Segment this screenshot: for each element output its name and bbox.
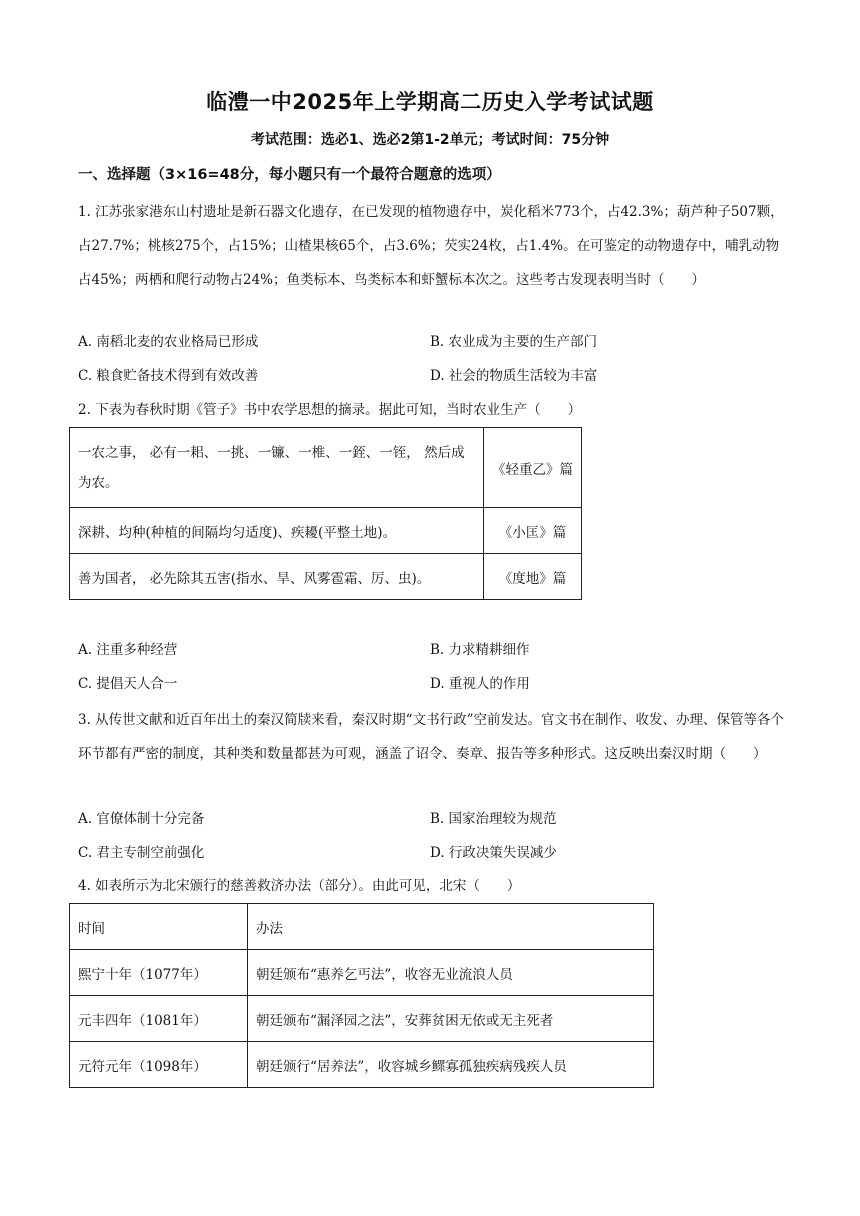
question-2-table — [69, 427, 582, 600]
table-cell-time: 元符元年（1098年） — [70, 1042, 248, 1088]
table-cell-source: 《轻重乙》篇 — [484, 428, 582, 508]
question-2-option-b: B. 力求精耕细作 — [430, 642, 530, 658]
question-1-stem: 1. 江苏张家港东山村遗址是新石器文化遗存，在已发现的植物遗存中，炭化稻米773个，占42.3%；葫芦种子507颗，占27.7%；桃核275个，占15%；山楂果核65个，占3.6%；芡实24枚，占1.4%。在可鉴定的动物遗存中，哺乳动物占45%；两栖和爬行动物占24%；鱼类标本、鸟类标本和虾蟹标本次之。这些考古发现表明当时（ ） — [78, 204, 784, 288]
table-row — [70, 508, 582, 554]
table-row — [70, 428, 582, 508]
question-3-option-d: D. 行政决策失误减少 — [430, 845, 557, 861]
question-1-option-c: C. 粮食贮备技术得到有效改善 — [78, 368, 259, 384]
table-cell-text: 深耕、均种(种植的间隔均匀适度)、疾耰(平整土地)。 — [70, 508, 484, 554]
exam-title: 临澧一中2025年上学期高二历史入学考试试题 — [206, 90, 654, 114]
table-header-method: 办法 — [248, 904, 654, 950]
table-row — [70, 950, 654, 996]
table-cell-source: 《小匡》篇 — [484, 508, 582, 554]
question-3-option-b: B. 国家治理较为规范 — [430, 811, 557, 827]
exam-subtitle: 考试范围：选必1、选必2第1-2单元；考试时间：75分钟 — [250, 132, 610, 148]
table-row — [70, 1042, 654, 1088]
question-1-option-b: B. 农业成为主要的生产部门 — [430, 334, 598, 350]
question-4-table — [69, 903, 654, 1088]
table-header-time: 时间 — [70, 904, 248, 950]
table-cell-method: 朝廷颁布“漏泽园之法”，安葬贫困无依或无主死者 — [248, 996, 654, 1042]
question-2-option-a: A. 注重多种经营 — [78, 642, 178, 658]
question-3-stem: 3. 从传世文献和近百年出土的秦汉简牍来看，秦汉时期“文书行政”空前发达。官文书在制作、收发、办理、保管等各个环节都有严密的制度，其种类和数量都甚为可观，涵盖了诏令、奏章、报告等多种形式。这反映出秦汉时期（ ） — [78, 712, 784, 762]
table-cell-source: 《度地》篇 — [484, 554, 582, 600]
table-row — [70, 554, 582, 600]
table-cell-text: 一农之事， 必有一耜、一挑、一镰、一椎、一銍、一铚， 然后成为农。 — [70, 428, 484, 508]
table-cell-method: 朝廷颁行“居养法”，收容城乡鳏寡孤独疾病残疾人员 — [248, 1042, 654, 1088]
table-row — [70, 996, 654, 1042]
section-heading: 一、选择题（3×16=48分，每小题只有一个最符合题意的选项） — [78, 167, 501, 183]
table-cell-time: 元丰四年（1081年） — [70, 996, 248, 1042]
table-header-row — [70, 904, 654, 950]
question-2-option-c: C. 提倡天人合一 — [78, 676, 178, 692]
table-cell-method: 朝廷颁布“惠养乞丐法”，收容无业流浪人员 — [248, 950, 654, 996]
question-4-stem: 4. 如表所示为北宋颁行的慈善救济办法（部分）。由此可见，北宋（ ） — [78, 878, 521, 894]
question-1-option-a: A. 南稻北麦的农业格局已形成 — [78, 334, 259, 350]
question-1-option-d: D. 社会的物质生活较为丰富 — [430, 368, 598, 384]
question-3-option-c: C. 君主专制空前强化 — [78, 845, 205, 861]
question-2-option-d: D. 重视人的作用 — [430, 676, 530, 692]
table-cell-time: 熙宁十年（1077年） — [70, 950, 248, 996]
question-3-option-a: A. 官僚体制十分完备 — [78, 811, 205, 827]
question-2-stem: 2. 下表为春秋时期《管子》书中农学思想的摘录。据此可知，当时农业生产（ ） — [78, 402, 582, 418]
table-cell-text: 善为国者， 必先除其五害(指水、旱、风雾雹霜、厉、虫)。 — [70, 554, 484, 600]
